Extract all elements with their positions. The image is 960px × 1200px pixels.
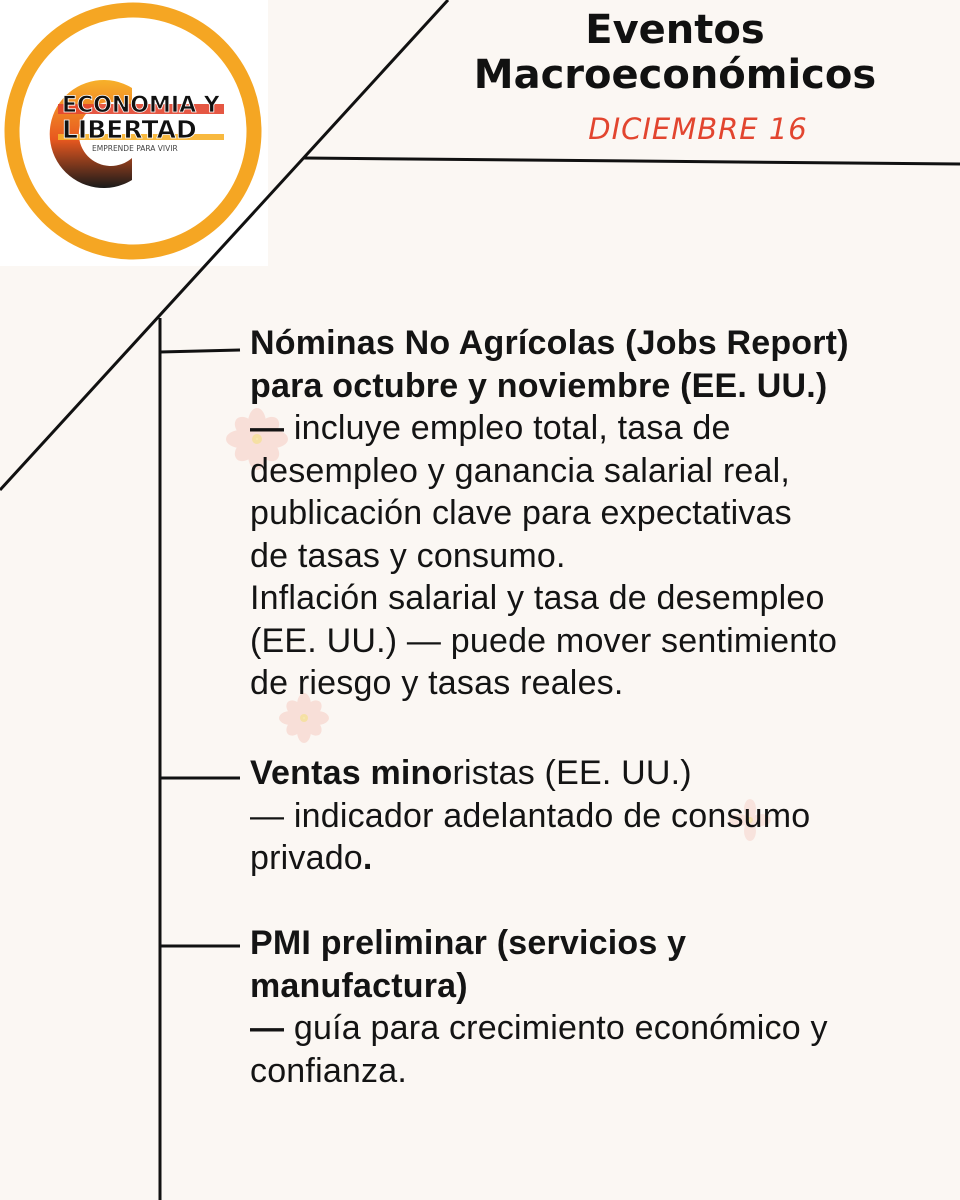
event-pmi-preliminar — [250, 922, 958, 1092]
logo-tagline: EMPRENDE PARA VIVIR — [92, 144, 178, 153]
timeline-branch-1 — [160, 350, 240, 352]
event-line: de tasas y consumo. — [250, 536, 566, 575]
event-line: — guía para crecimiento económico y — [250, 1009, 828, 1047]
event-line: desempleo y ganancia salarial real, — [250, 451, 790, 490]
economia-y-libertad-logo — [0, 0, 268, 266]
header-underline — [304, 158, 960, 164]
event-line: manufactura) — [250, 966, 468, 1005]
event-line: de riesgo y tasas reales. — [250, 664, 624, 702]
event-line: publicación clave para expectativas — [250, 494, 792, 532]
event-line: Ventas minoristas (EE. UU.) — [250, 754, 692, 792]
event-line: Nóminas No Agrícolas (Jobs Report) — [250, 324, 849, 362]
page-title-line2: Macroeconómicos — [473, 51, 877, 98]
event-line: Inflación salarial y tasa de desempleo — [250, 579, 825, 617]
event-line: — incluye empleo total, tasa de — [250, 409, 731, 447]
event-line: confianza. — [250, 1051, 407, 1090]
logo-text-line1: ECONOMIA Y — [62, 93, 220, 118]
logo-text-line2: LIBERTAD — [62, 115, 197, 144]
event-line: (EE. UU.) — puede mover sentimiento — [250, 621, 838, 660]
page-title-line1: Eventos — [585, 7, 765, 53]
event-line: — indicador adelantado de consumo — [250, 796, 811, 835]
event-ventas-minoristas — [250, 752, 958, 880]
event-nominas-no-agricolas — [250, 322, 958, 705]
event-line: PMI preliminar (servicios y — [250, 924, 687, 962]
page-title — [440, 8, 910, 98]
event-line: privado. — [250, 839, 373, 877]
date-label: DICIEMBRE 16 — [588, 112, 808, 146]
event-line: para octubre y noviembre (EE. UU.) — [250, 366, 828, 405]
